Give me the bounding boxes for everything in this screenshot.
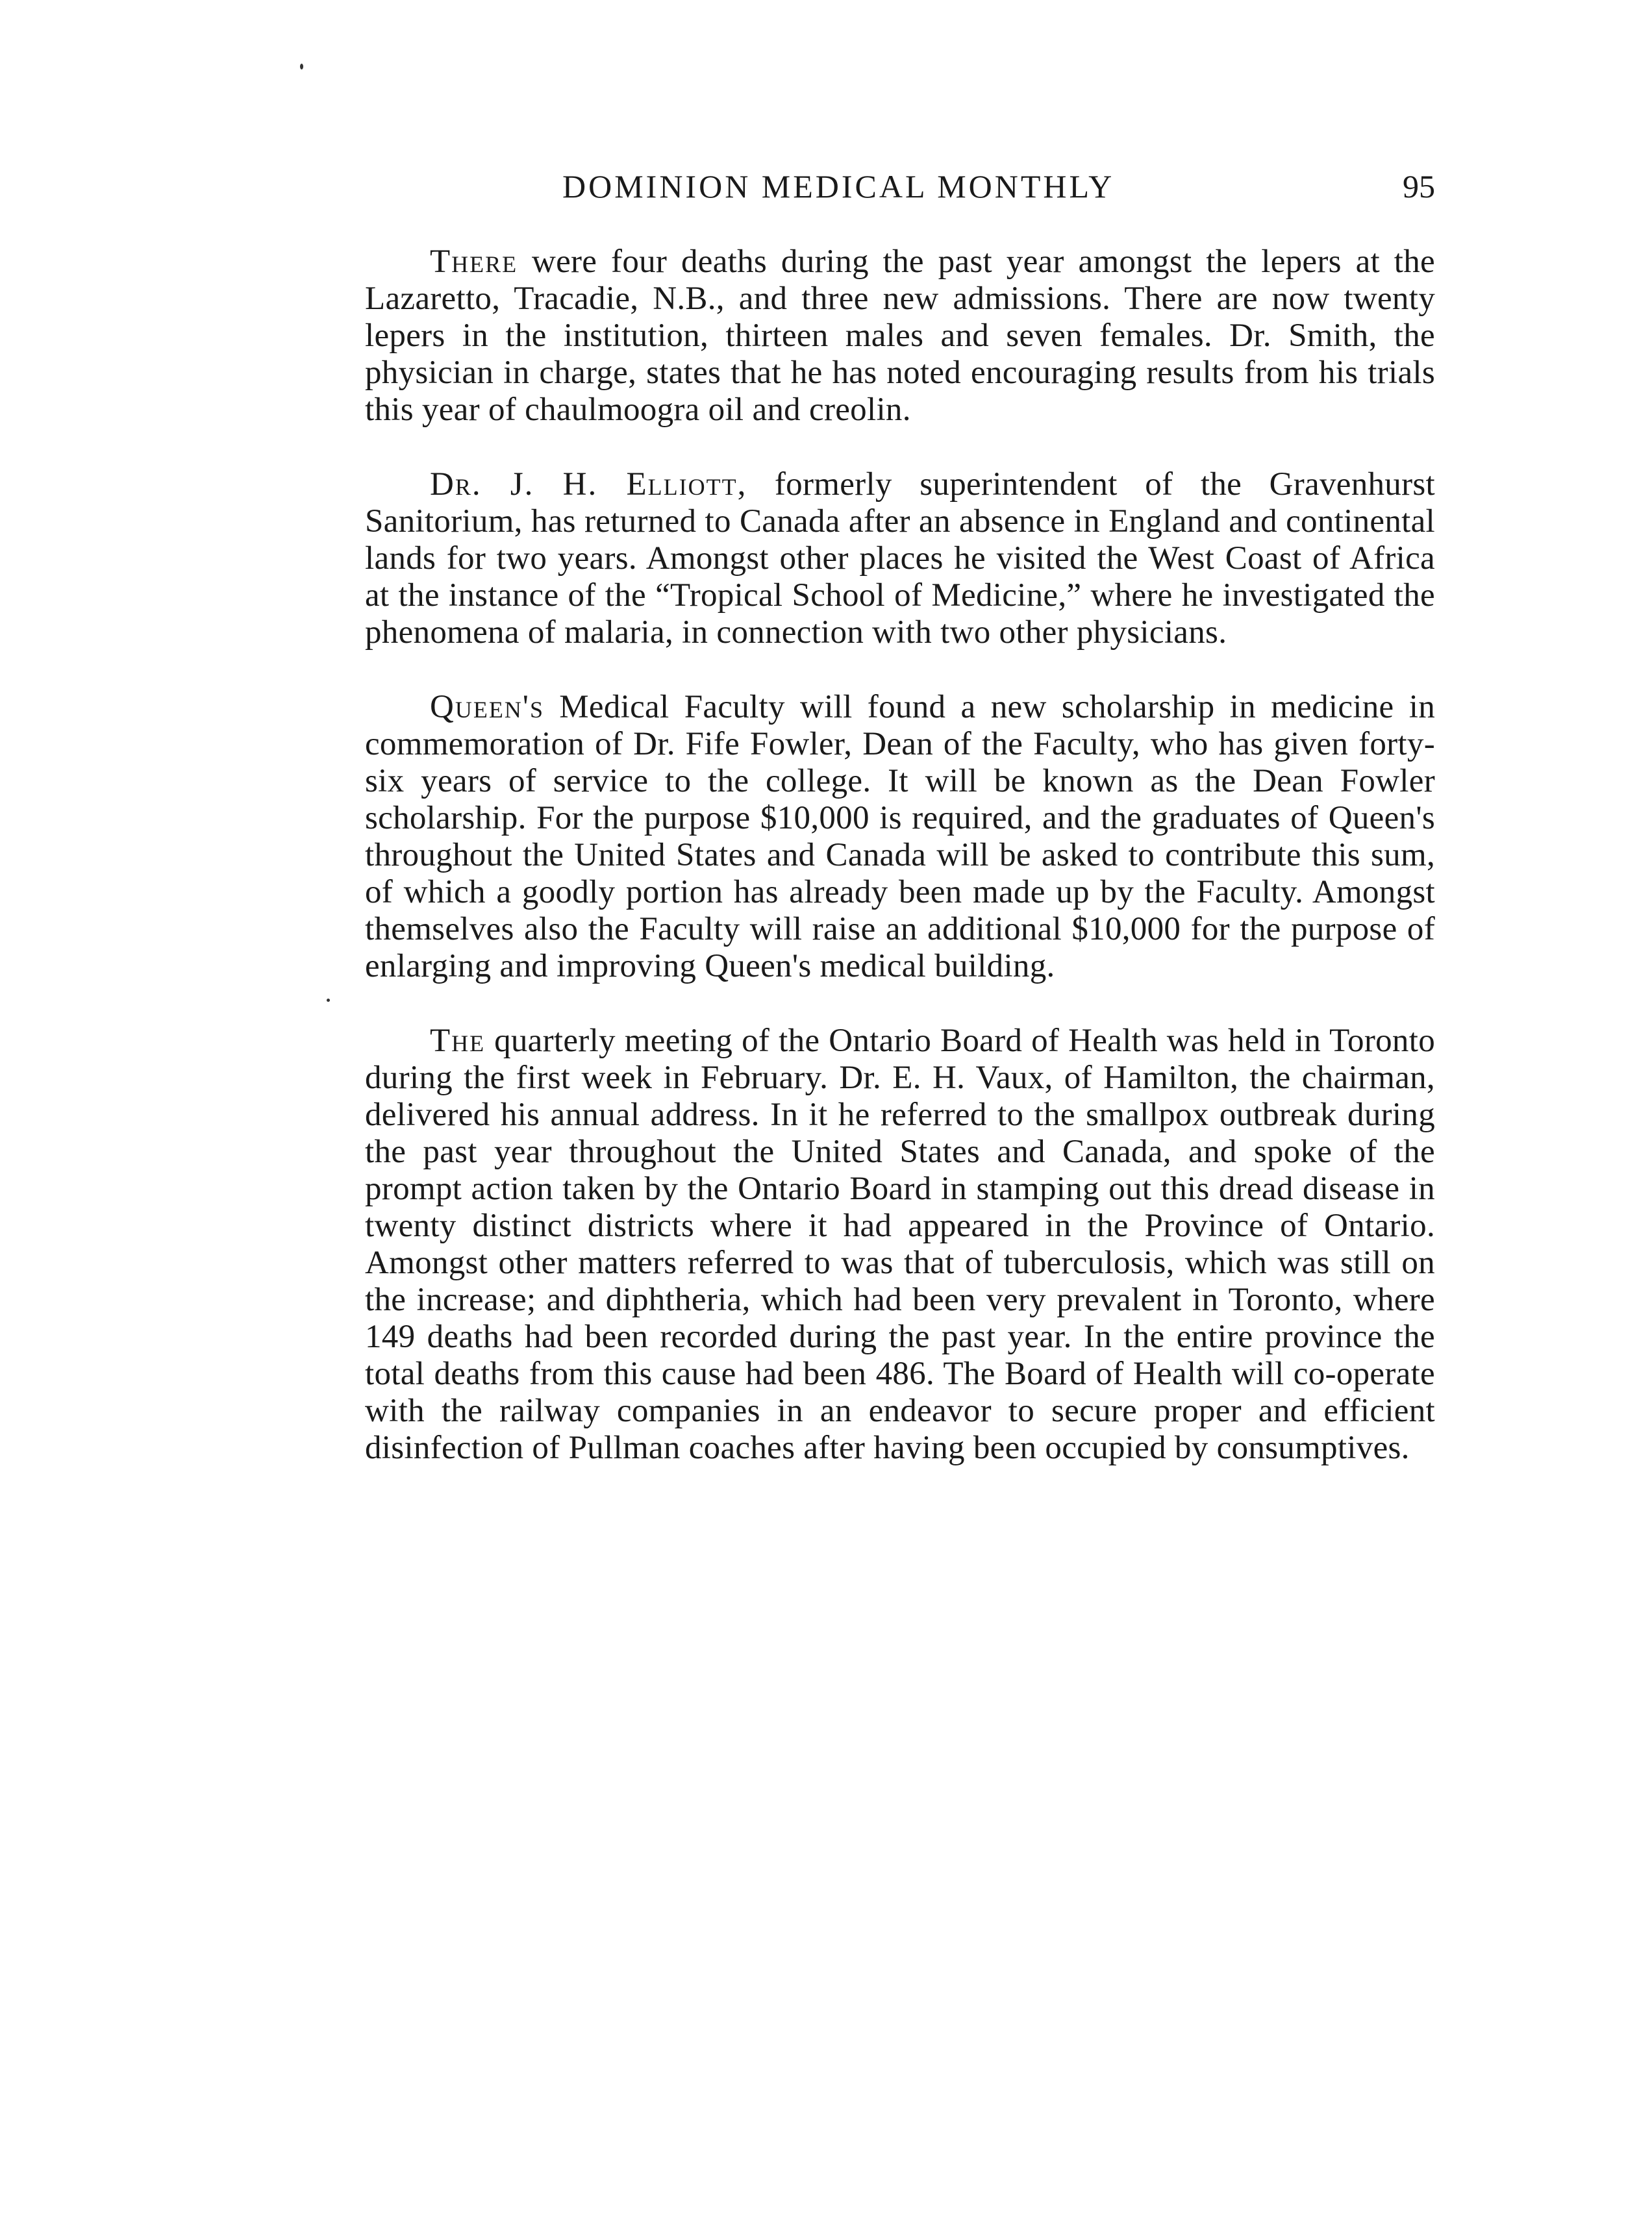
page-number: 95 (1403, 168, 1435, 205)
paragraph-lepers-lazaretto (365, 243, 1435, 429)
paragraph-text: Medical Faculty will found a new scholarship in medicine in commemoration of Dr. Fife Fowler, Dean of the Faculty, who has given forty-six years of service to the college. It will be known as the Dean Fowler scholarship. For the purpose $10,000 is required, and the graduates of Queen's throughout the United States and Canada will be asked to contribute this sum, of which a goodly portion has already been made up by the Faculty. Amongst themselves also the Faculty will raise an additional $10,000 for the purpose of enlarging and improving Queen's medical building. (365, 689, 1435, 984)
scan-speck (327, 999, 330, 1002)
article-body (365, 243, 1435, 1504)
paragraph-lead: Queen's (430, 689, 545, 725)
paragraph-queens-scholarship (365, 689, 1435, 985)
paragraph-lead: The (430, 1023, 486, 1059)
journal-title: DOMINION MEDICAL MONTHLY (562, 168, 1115, 205)
paragraph-lead: Dr. J. H. Elliott, (430, 466, 747, 503)
paragraph-dr-elliott (365, 466, 1435, 651)
paragraph-board-of-health (365, 1023, 1435, 1467)
paragraph-text: were four deaths during the past year amongst the lepers at the Lazaretto, Tracadie, N.B., and three new admissions. There are now twenty lepers in the institution, thirteen males and seven females. Dr. Smith, the physician in charge, states that he has noted encouraging results from his trials this year of chaulmoogra oil and creolin. (365, 243, 1435, 428)
paragraph-text: formerly superintendent of the Gravenhurst Sanitorium, has returned to Canada after an absence in England and continental lands for two years. Amongst other places he visited the West Coast of Africa at the instance of the “Tropical School of Medicine,” where he investigated the phenomena of malaria, in connection with two other physicians. (365, 466, 1435, 651)
running-header (364, 164, 1435, 209)
scan-speck (300, 64, 303, 69)
paragraph-text: quarterly meeting of the Ontario Board of Health was held in Toronto during the first week in February. Dr. E. H. Vaux, of Hamilton, the chairman, delivered his annual address. In it he referred to the smallpox outbreak during the past year throughout the United States and Canada, and spoke of the prompt action taken by the Ontario Board in stamping out this dread disease in twenty distinct districts where it had appeared in the Province of Ontario. Amongst other matters referred to was that of tuberculosis, which was still on the increase; and diphtheria, which had been very prevalent in Toronto, where 149 deaths had been recorded during the past year. In the entire province the total deaths from this cause had been 486. The Board of Health will co-operate with the railway companies in an endeavor to secure proper and efficient disinfection of Pullman coaches after having been occupied by consumptives. (365, 1023, 1435, 1466)
paragraph-lead: There (430, 243, 518, 280)
